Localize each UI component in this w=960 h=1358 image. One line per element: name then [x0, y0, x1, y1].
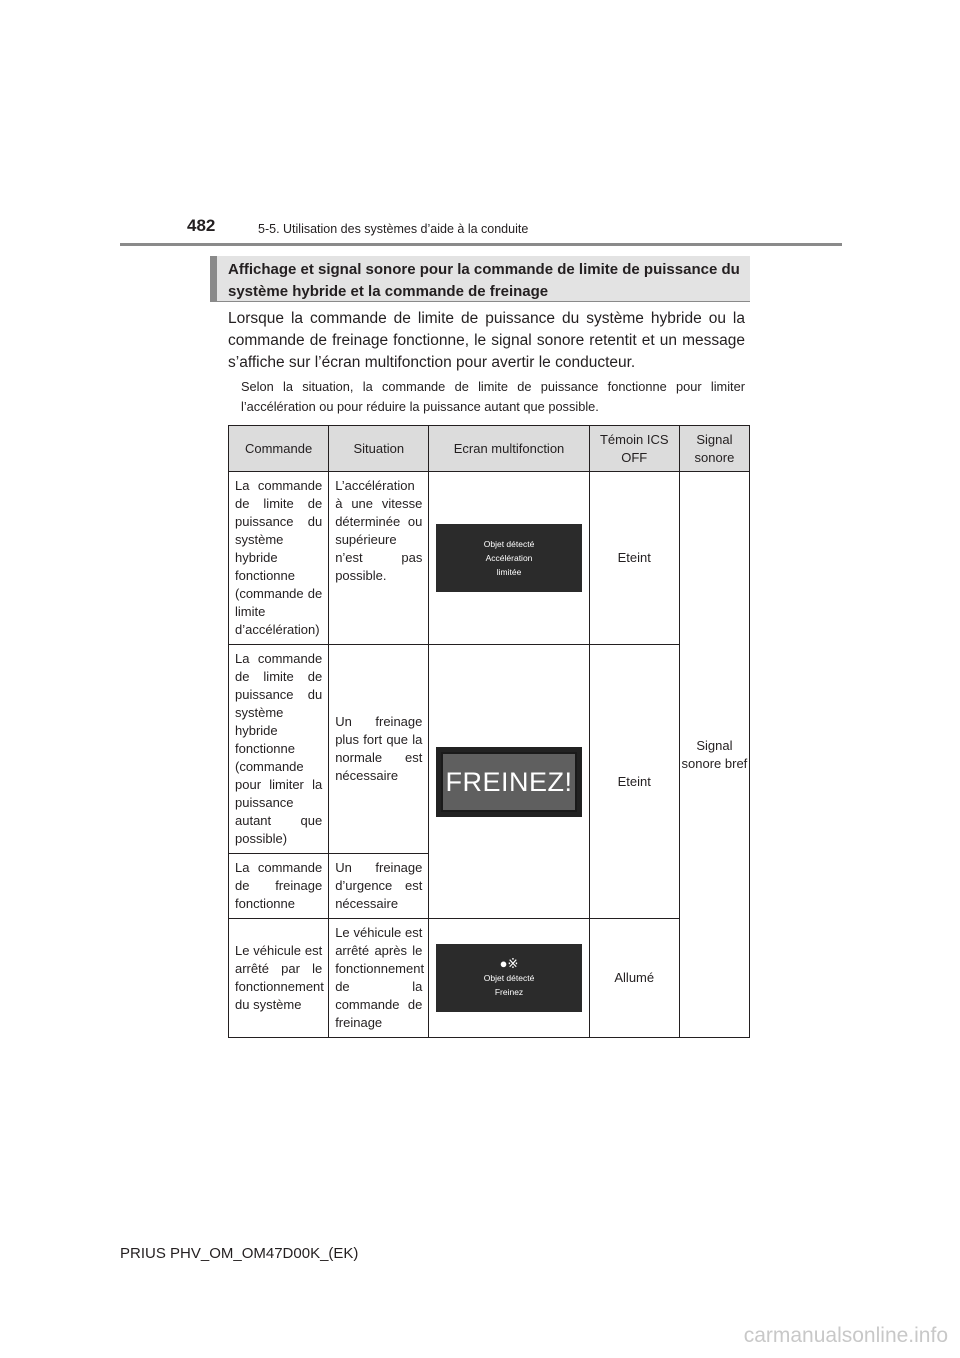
cell-commande: Le véhicule est arrêté par le fonctionnement du système	[229, 919, 329, 1038]
column-header-signal: Signal sonore	[679, 426, 749, 472]
table-row	[229, 645, 750, 854]
screen-acceleration-limited	[436, 524, 582, 592]
column-header-commande: Commande	[229, 426, 329, 472]
page-number: 482	[187, 216, 216, 235]
cell-temoin: Eteint	[589, 645, 679, 919]
cell-commande: La commande de limite de puissance du système hybride fonctionne (commande de limite d’accélération)	[229, 472, 329, 645]
screen-line: Accélération	[485, 553, 533, 563]
cell-screen	[429, 919, 589, 1038]
cell-situation: Le véhicule est arrêté après le fonctionnement de la commande de freinage	[329, 919, 429, 1038]
cell-temoin: Allumé	[589, 919, 679, 1038]
section-heading: Affichage et signal sonore pour la commande de limite de puissance du système hybride et la commande de freinage	[210, 256, 750, 302]
cell-temoin: Eteint	[589, 472, 679, 645]
cell-screen	[429, 472, 589, 645]
section-title: 5-5. Utilisation des systèmes d’aide à la conduite	[258, 222, 529, 236]
screen-line: Objet détecté	[483, 973, 535, 983]
display-and-buzzer-table	[228, 425, 750, 1038]
watermark: carmanualsonline.info	[743, 1324, 948, 1347]
screen-line: Freinez	[494, 987, 524, 997]
table-header-row	[229, 426, 750, 472]
table-row	[229, 472, 750, 645]
screen-line: limitée	[496, 567, 522, 577]
cell-screen	[429, 645, 589, 919]
footer-document-code: PRIUS PHV_OM_OM47D00K_(EK)	[120, 1245, 359, 1262]
cell-situation: Un freinage d’urgence est nécessaire	[329, 854, 429, 919]
cell-signal: Signal sonore bref	[679, 472, 749, 1038]
body-paragraph: Lorsque la commande de limite de puissance du système hybride ou la commande de freinage fonctionne, le signal sonore retentit et un message s’affiche sur l’écran multifonction pour avertir le conducteur.	[228, 310, 745, 371]
cell-situation: Un freinage plus fort que la normale est nécessaire	[329, 645, 429, 854]
header-divider	[120, 243, 842, 246]
screen-line: Objet détecté	[483, 539, 535, 549]
column-header-situation: Situation	[329, 426, 429, 472]
column-header-ecran: Ecran multifonction	[429, 426, 589, 472]
column-header-temoin: Témoin ICS OFF	[589, 426, 679, 472]
cell-commande: La commande de limite de puissance du système hybride fonctionne (commande pour limiter la puissance autant que possible)	[229, 645, 329, 854]
brake-hold-icon: ●※	[499, 956, 519, 971]
brake-warning-text: FREINEZ!	[441, 752, 577, 812]
table-row	[229, 919, 750, 1038]
cell-situation: L’accélération à une vitesse déterminée ou supérieure n’est pas possible.	[329, 472, 429, 645]
note-paragraph: Selon la situation, la commande de limite de puissance fonctionne pour limiter l’accélération ou pour réduire la puissance autant que possible.	[241, 379, 745, 414]
screen-vehicle-stopped	[436, 944, 582, 1012]
cell-commande: La commande de freinage fonctionne	[229, 854, 329, 919]
screen-brake-warning	[436, 747, 582, 817]
